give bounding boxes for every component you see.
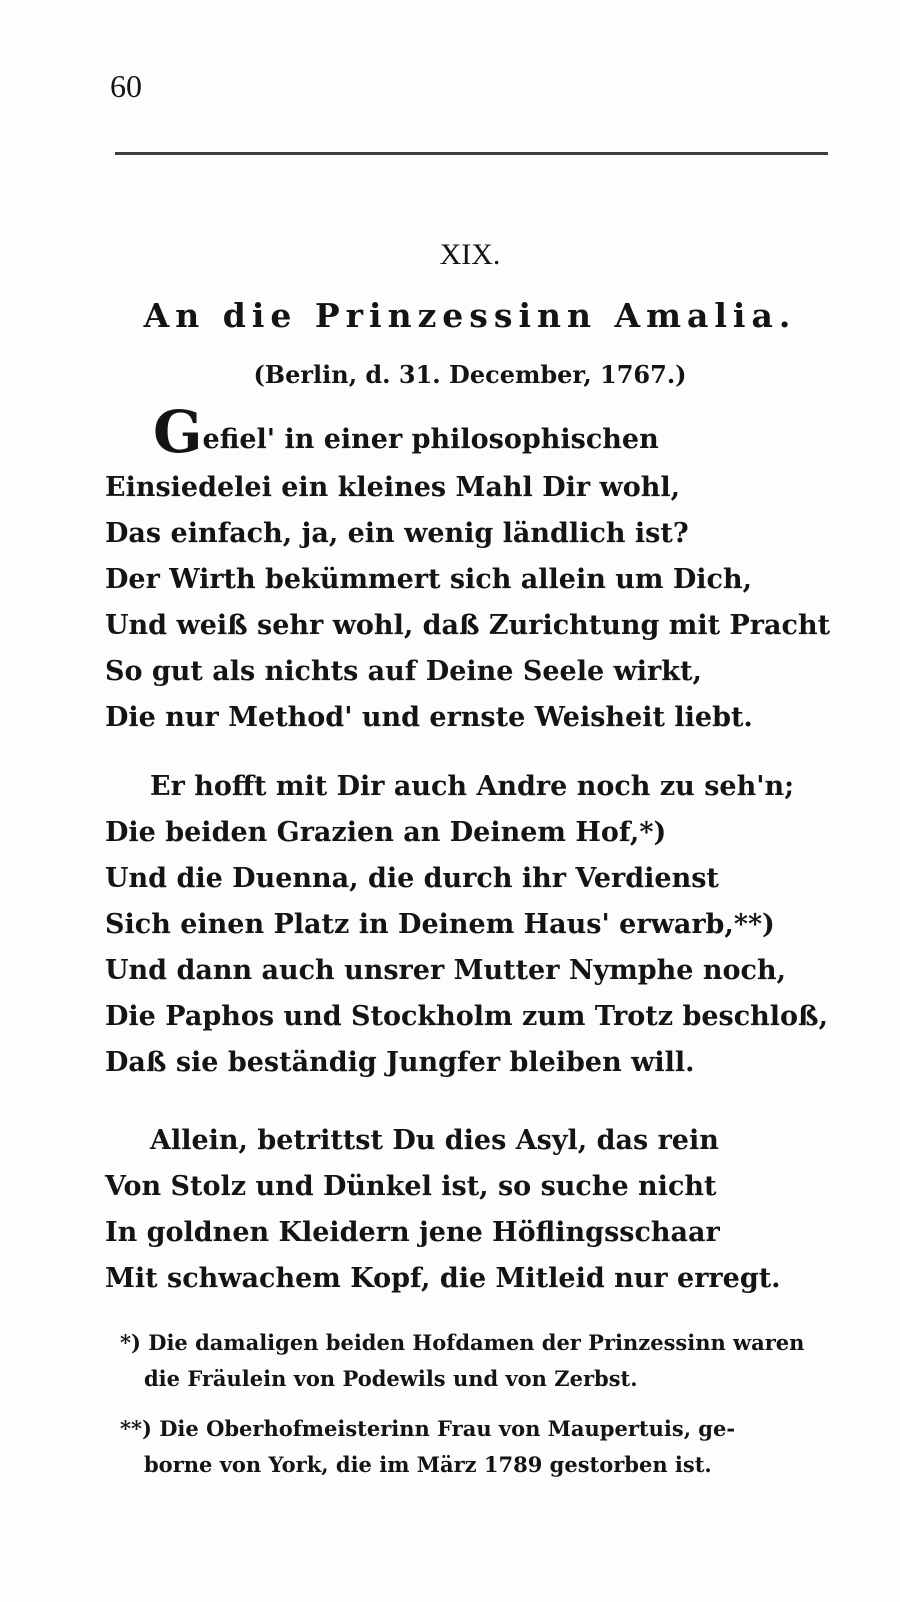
stanza-3 [105, 1118, 825, 1302]
verse-line: In goldnen Kleidern jene Höflingsschaar [105, 1217, 720, 1248]
verse-line: Das einfach, ja, ein wenig ländlich ist? [105, 518, 689, 549]
verse-line: Einsiedelei ein kleines Mahl Dir wohl, [105, 472, 681, 503]
verse-line: Die nur Method' und ernste Weisheit liebt. [105, 702, 753, 733]
poem-title: An die Prinzessinn Amalia. [143, 296, 797, 335]
footnote-1-line-2: die Fräulein von Podewils und von Zerbst. [144, 1366, 638, 1391]
verse-line: Von Stolz und Dünkel ist, so suche nicht [105, 1171, 717, 1202]
verse-line: Und die Duenna, die durch ihr Verdienst [105, 863, 719, 894]
verse-line: Und dann auch unsrer Mutter Nymphe noch, [105, 955, 786, 986]
verse-line: Der Wirth bekümmert sich allein um Dich, [105, 564, 752, 595]
verse-line-text: efiel' in einer philosophischen [202, 424, 659, 455]
drop-cap: G [153, 398, 203, 466]
footnote-1-line-1: *) Die damaligen beiden Hofdamen der Prinzessinn waren [120, 1330, 805, 1355]
verse-line [105, 398, 825, 466]
verse-line: Sich einen Platz in Deinem Haus' erwarb,**) [105, 909, 775, 940]
stanza-2 [105, 764, 828, 1086]
verse-line: Daß sie beständig Jungfer bleiben will. [105, 1047, 695, 1078]
page-number: 60 [110, 68, 142, 104]
poem-number: XIX. [439, 238, 501, 271]
footnote-2-line-2: borne von York, die im März 1789 gestorben ist. [144, 1452, 712, 1477]
poem-subtitle: (Berlin, d. 31. December, 1767.) [253, 360, 687, 389]
verse-line: Mit schwachem Kopf, die Mitleid nur erregt. [105, 1263, 781, 1294]
footnotes [120, 1325, 830, 1483]
verse-line: So gut als nichts auf Deine Seele wirkt, [105, 656, 702, 687]
verse-line: Allein, betrittst Du dies Asyl, das rein [150, 1125, 719, 1156]
verse-line: Er hofft mit Dir auch Andre noch zu seh'n; [150, 771, 795, 802]
footnote-2-line-1: **) Die Oberhofmeisterinn Frau von Maupertuis, ge- [120, 1416, 736, 1441]
verse-line: Und weiß sehr wohl, daß Zurichtung mit Pracht [105, 610, 831, 641]
verse-line: Die beiden Grazien an Deinem Hof,*) [105, 817, 667, 848]
verse-line: Die Paphos und Stockholm zum Trotz beschloß, [105, 1001, 828, 1032]
stanza-1 [105, 398, 831, 741]
header-rule [115, 152, 828, 155]
